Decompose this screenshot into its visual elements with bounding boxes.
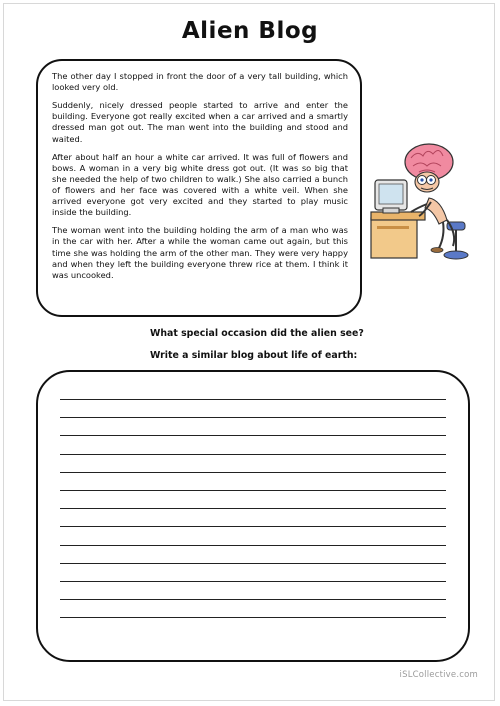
writing-line[interactable] [60, 417, 446, 418]
writing-line[interactable] [60, 399, 446, 400]
writing-line[interactable] [60, 563, 446, 564]
writing-line[interactable] [60, 545, 446, 546]
story-paragraph-1: The other day I stopped in front the door of a very tall building, which looked very old. [52, 71, 348, 93]
writing-line[interactable] [60, 508, 446, 509]
writing-line[interactable] [60, 526, 446, 527]
writing-line[interactable] [60, 581, 446, 582]
writing-line[interactable] [60, 617, 446, 618]
page-title: Alien Blog [181, 18, 319, 44]
question-special-occasion: What special occasion did the alien see? [150, 328, 364, 339]
writing-line[interactable] [60, 472, 446, 473]
story-box [36, 59, 362, 317]
story-paragraph-4: The woman went into the building holding the arm of a man who was in the car with her. After a while the woman came out again, but this time she was holding the arm of the other man. They were very happy and when they left the building everyone threw rice at them. I think it was uncooked. [52, 225, 348, 280]
writing-area[interactable] [36, 370, 470, 662]
story-paragraph-2: Suddenly, nicely dressed people started to arrive and enter the building. Everyone got really excited when a car arrived and a smartly dressed man got out. The man went into the building and stood and waited. [52, 100, 348, 144]
writing-line[interactable] [60, 454, 446, 455]
question-write-blog: Write a similar blog about life of earth: [150, 350, 358, 361]
watermark: iSLCollective.com [399, 670, 478, 680]
story-paragraph-3: After about half an hour a white car arrived. It was full of flowers and bows. A woman in a very big white dress got out. (It was so big that she needed the help of two children to walk.) She also carried a bunch of flowers and her face was covered with a white veil. When she arrived everyone got very excited and they started to play music inside the building. [52, 151, 348, 218]
writing-line[interactable] [60, 490, 446, 491]
writing-line[interactable] [60, 435, 446, 436]
alien-at-computer-icon [367, 140, 473, 265]
writing-line[interactable] [60, 599, 446, 600]
